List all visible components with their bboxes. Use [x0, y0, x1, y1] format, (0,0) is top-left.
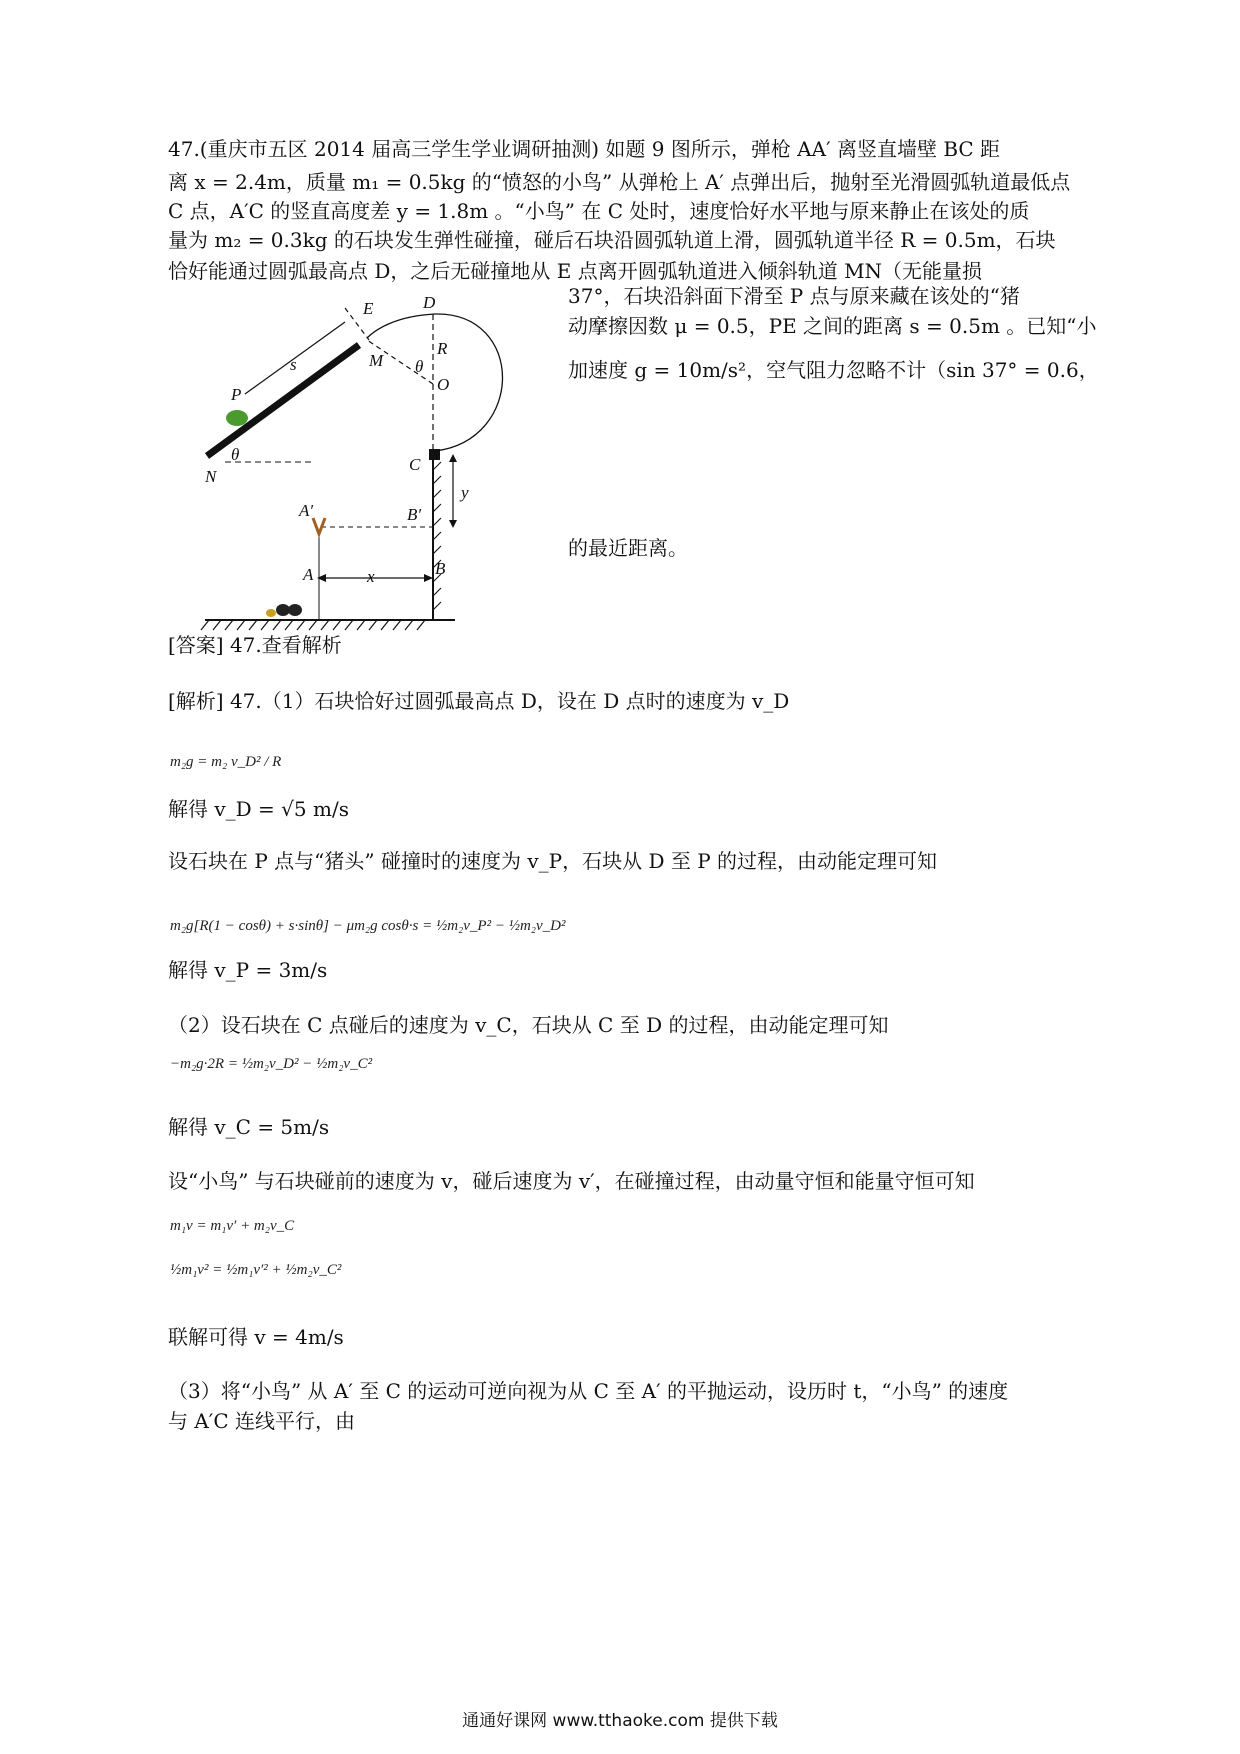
analysis-paragraph-5a: （3）将“小鸟” 从 A′ 至 C 的运动可逆向视为从 C 至 A′ 的平抛运动，设历时 t，“小鸟” 的速度 — [168, 1379, 1009, 1403]
problem-line-3: C 点，A′C 的竖直高度差 y = 1.8m 。“小鸟” 在 C 处时，速度恰好水平地与原来静止在该处的质 — [168, 199, 1030, 223]
equation-4: m₁v = m₁v′ + m₂v_C — [170, 1218, 295, 1234]
label-r: R — [437, 339, 448, 358]
equation-2: m₂g[R(1 − cosθ) + s·sinθ] − μm₂g cosθ·s = ½m₂v_P² − ½m₂v_D² — [170, 918, 566, 934]
equation-5: ½m₁v² = ½m₁v′² + ½m₂v_C² — [170, 1262, 342, 1278]
problem-side-1: 37°，石块沿斜面下滑至 P 点与原来藏在该处的“猪 — [568, 284, 1020, 308]
label-n: N — [205, 467, 217, 486]
solution-2: 解得 v_P = 3m/s — [168, 958, 328, 982]
wall-hatching — [433, 462, 441, 610]
label-m: M — [369, 351, 384, 370]
label-y: y — [461, 483, 469, 502]
analysis-paragraph-4: 设“小鸟” 与石块碰前的速度为 v，碰后速度为 v′，在碰撞过程，由动量守恒和能量守恒可知 — [168, 1169, 975, 1193]
label-p: P — [231, 385, 242, 404]
bird-icon — [276, 604, 290, 616]
pig-icon — [226, 410, 248, 426]
label-e: E — [363, 299, 374, 318]
solution-1: 解得 v_D = √5 m/s — [168, 797, 349, 821]
footer-credit: 通通好课网 www.tthaoke.com 提供下载 — [462, 1711, 778, 1731]
equation-1: m₂g = m₂ v_D² / R — [170, 754, 282, 770]
label-c: C — [409, 455, 421, 474]
physics-diagram — [195, 293, 565, 660]
label-a: A — [303, 565, 314, 584]
problem-line-1: 47.(重庆市五区 2014 届高三学生学业调研抽测) 如题 9 图所示，弹枪 AA′ 离竖直墙壁 BC 距 — [168, 137, 1001, 161]
analysis-paragraph-3: （2）设石块在 C 点碰后的速度为 v_C，石块从 C 至 D 的过程，由动能定理可知 — [168, 1013, 889, 1037]
problem-line-2: 离 x = 2.4m，质量 m₁ = 0.5kg 的“愤怒的小鸟” 从弹枪上 A′ 点弹出后，抛射至光滑圆弧轨道最低点 — [168, 170, 1071, 194]
slingshot-icon — [313, 518, 325, 534]
label-theta-top: θ — [415, 357, 424, 376]
problem-side-4: 的最近距离。 — [568, 536, 688, 560]
label-d: D — [423, 293, 436, 312]
label-theta-bottom: θ — [231, 445, 240, 464]
bird-icon — [266, 609, 276, 617]
label-s: s — [290, 355, 297, 374]
solution-3: 解得 v_C = 5m/s — [168, 1115, 330, 1139]
problem-line-5: 恰好能通过圆弧最高点 D，之后无碰撞地从 E 点离开圆弧轨道进入倾斜轨道 MN（无能量损 — [168, 259, 983, 283]
analysis-intro: [解析] 47.（1）石块恰好过圆弧最高点 D，设在 D 点时的速度为 v_D — [168, 689, 790, 713]
incline-track — [207, 345, 359, 456]
analysis-paragraph-2: 设石块在 P 点与“猪头” 碰撞时的速度为 v_P，石块从 D 至 P 的过程，由动能定理可知 — [168, 849, 938, 873]
label-x: x — [367, 567, 375, 586]
arc-track — [367, 314, 503, 451]
label-b-prime: B′ — [407, 505, 422, 524]
solution-4: 联解可得 v = 4m/s — [168, 1325, 344, 1349]
label-a-prime: A′ — [299, 501, 314, 520]
bird-icon — [288, 604, 302, 616]
label-o: O — [437, 375, 450, 394]
ground-hatching — [201, 620, 425, 630]
problem-line-4: 量为 m₂ = 0.3kg 的石块发生弹性碰撞，碰后石块沿圆弧轨道上滑，圆弧轨道半径 R = 0.5m，石块 — [168, 228, 1056, 252]
problem-side-2: 动摩擦因数 μ = 0.5，PE 之间的距离 s = 0.5m 。已知“小 — [568, 314, 1097, 338]
equation-3: −m₂g·2R = ½m₂v_D² − ½m₂v_C² — [170, 1056, 373, 1072]
analysis-paragraph-5b: 与 A′C 连线平行，由 — [168, 1409, 356, 1433]
label-b: B — [435, 559, 446, 578]
answer-line: [答案] 47.查看解析 — [168, 633, 342, 657]
problem-side-3: 加速度 g = 10m/s²，空气阻力忽略不计（sin 37° = 0.6， — [568, 358, 1099, 382]
